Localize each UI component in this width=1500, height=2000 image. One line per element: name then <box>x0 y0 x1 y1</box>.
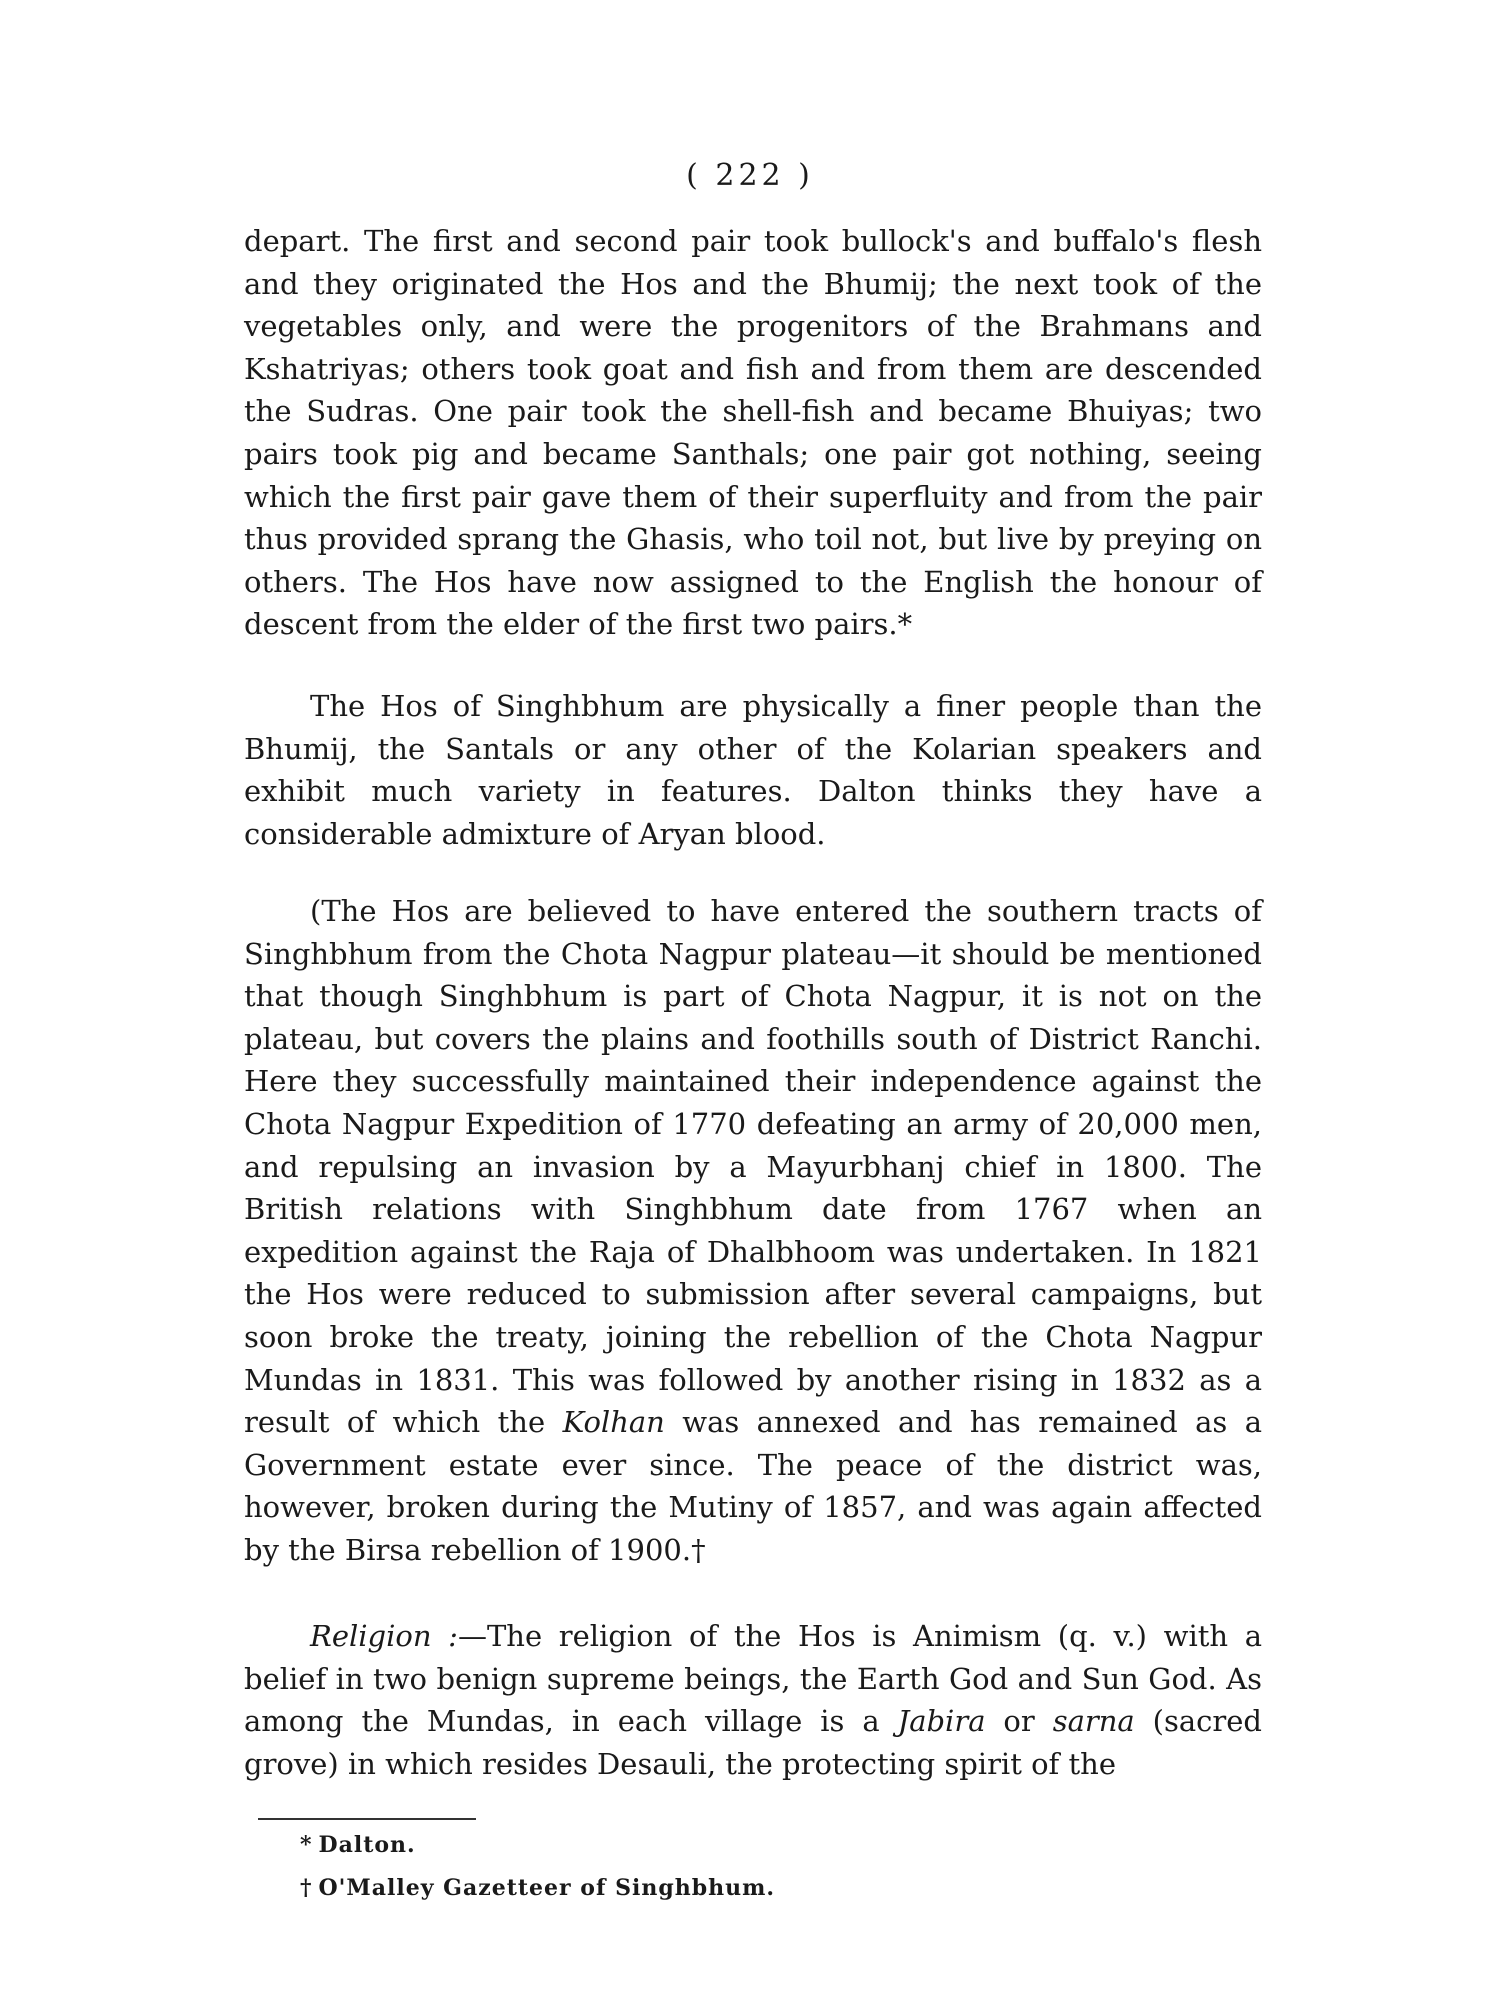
religion-italic-jabira: Jabira <box>897 1704 986 1739</box>
religion-text-tail: (sacred grove) in which resides Desauli, the protecting spirit of the <box>244 1704 1262 1781</box>
page-number: ( 222 ) <box>686 158 814 193</box>
paragraph-text: The Hos of Singhbhum are physically a finer people than the Bhumij, the Santals or any other of the Kolarian speakers and exhibit much variety in features. Dalton thinks they have a considerable admixture of Aryan blood. <box>244 689 1262 851</box>
footnote <box>300 1832 416 1858</box>
footnote-text: O'Malley Gazetteer of Singhbhum. <box>318 1875 776 1901</box>
footnote-mark: † <box>300 1875 313 1901</box>
paragraph-text: depart. The first and second pair took bullock's and buffalo's flesh and they originated the Hos and the Bhumij; the next took of the vegetables only, and were the progenitors of the Brahmans and Kshatriyas; others took goat and fish and from them are descended the Sudras. One pair took the shell-fish and became Bhuiyas; two pairs took pig and became Santhals; one pair got nothing, seeing which the first pair gave them of their superfluity and from the pair thus provided sprang the Ghasis, who toil not, but live by preying on others. The Hos have now assigned to the English the honour of descent from the elder of the first two pairs.* <box>244 224 1262 642</box>
footnote <box>300 1875 775 1901</box>
religion-text-mid: or <box>985 1704 1053 1739</box>
religion-italic-sarna: sarna <box>1052 1704 1135 1739</box>
footnote-divider <box>258 1818 476 1820</box>
paragraph-text <box>244 1615 1262 1785</box>
paragraph-religion <box>244 1615 1262 1785</box>
paragraph-history <box>244 890 1262 1572</box>
history-text-tail: was annexed and has remained as a Government estate ever since. The peace of the district was, however, broken during the Mutiny of 1857, and was again affected by the Birsa rebellion of 1900.† <box>244 1405 1262 1567</box>
footnote-text: Dalton. <box>318 1832 416 1858</box>
paragraph-text <box>244 890 1262 1572</box>
paragraph-physical-features <box>244 685 1262 855</box>
history-italic-kolhan: Kolhan <box>562 1405 665 1440</box>
religion-heading: Religion : <box>310 1619 458 1653</box>
footnote-mark: * <box>300 1832 313 1858</box>
history-text-lead: (The Hos are believed to have entered the southern tracts of Singhbhum from the Chota Nagpur plateau—it should be mentioned that though Singhbhum is part of Chota Nagpur, it is not on the plateau, but covers the plains and foothills south of District Ranchi. Here they successfully maintained their independence against the Chota Nagpur Expedition of 1770 defeating an army of 20,000 men, and repulsing an invasion by a Mayurbhanj chief in 1800. The British relations with Singhbhum date from 1767 when an expedition against the Raja of Dhalbhoom was undertaken. In 1821 the Hos were reduced to submission after several campaigns, but soon broke the treaty, joining the rebellion of the Chota Nagpur Mundas in 1831. This was followed by another rising in 1832 as a result of which the <box>244 894 1262 1440</box>
paragraph-creation-myth <box>244 220 1262 646</box>
religion-text-lead: —The religion of the Hos is Animism (q. v.) with a belief in two benign supreme beings, the Earth God and Sun God. As among the Mundas, in each village is a <box>244 1619 1263 1739</box>
